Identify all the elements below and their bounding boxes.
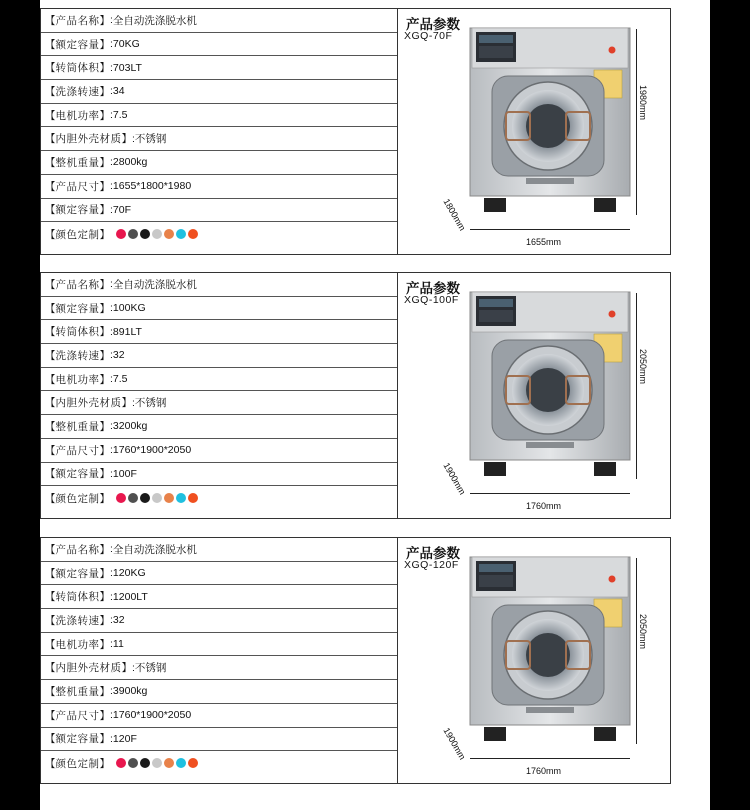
spec-label: 整机重量 [55,420,100,433]
spec-row [41,704,397,728]
spec-value: 120KG [112,567,146,580]
spec-value: 1760*1900*2050 [112,709,192,722]
bracket-open: 【 [45,567,56,580]
product-card [40,272,671,519]
bracket-close: 】 [99,757,110,770]
bracket-close: 】 [99,468,110,481]
bracket-open: 【 [45,156,56,169]
colon: : [110,61,113,74]
color-swatch[interactable] [140,493,150,503]
spec-value: 34 [112,85,125,98]
bracket-close: 】 [121,397,132,410]
width-dimension: 1655mm [526,237,562,247]
spec-value: 不锈钢 [134,662,167,675]
bracket-close: 】 [99,709,110,722]
spec-row [41,297,397,321]
spec-value: 891LT [112,325,142,338]
color-swatch[interactable] [164,493,174,503]
bracket-open: 【 [45,662,56,675]
spec-table [41,538,398,783]
colon: : [110,567,113,580]
spec-table [41,9,398,254]
spec-row [41,609,397,633]
bracket-close: 】 [99,180,110,193]
color-swatch[interactable] [152,229,162,239]
bracket-open: 【 [45,444,56,457]
color-swatch[interactable] [128,758,138,768]
height-dim-line [636,29,637,215]
spec-row [41,33,397,57]
spec-value: 不锈钢 [134,133,167,146]
bracket-open: 【 [45,204,56,217]
bracket-close: 】 [99,349,110,362]
bracket-close: 】 [99,591,110,604]
bracket-open: 【 [45,468,56,481]
bracket-close: 】 [99,302,110,315]
spec-value: 1200LT [112,590,148,603]
colon: : [110,349,113,362]
spec-label: 颜色定制 [55,228,100,241]
washing-machine-image [466,555,634,743]
bracket-open: 【 [45,543,56,556]
bracket-close: 】 [99,373,110,386]
spec-label: 电机功率 [55,109,100,122]
spec-value: 703LT [112,61,142,74]
spec-row [41,538,397,562]
colon: : [110,278,113,291]
spec-row [41,151,397,175]
bracket-close: 】 [99,204,110,217]
spec-row [41,728,397,752]
spec-value: 全自动洗涤脱水机 [112,14,197,27]
spec-label: 产品名称 [55,278,100,291]
colon: : [110,85,113,98]
color-swatch[interactable] [116,758,126,768]
spec-label: 产品尺寸 [55,709,100,722]
spec-row [41,633,397,657]
spec-row [41,127,397,151]
spec-label: 转筒体积 [55,591,100,604]
colon: : [110,14,113,27]
spec-value: 全自动洗涤脱水机 [112,543,197,556]
width-dimension: 1760mm [526,501,562,511]
spec-label: 额定容量 [55,204,100,217]
bracket-open: 【 [45,757,56,770]
bracket-open: 【 [45,14,56,27]
color-swatch[interactable] [188,493,198,503]
product-image-panel [398,9,670,254]
width-dim-line [470,493,630,494]
spec-label: 额定容量 [55,733,100,746]
bracket-open: 【 [45,638,56,651]
bracket-close: 】 [99,62,110,75]
bracket-open: 【 [45,492,56,505]
colon: : [110,614,113,627]
bracket-close: 】 [99,228,110,241]
spec-row [41,175,397,199]
colon: : [110,709,113,722]
spec-value: 不锈钢 [134,397,167,410]
spec-row [41,680,397,704]
spec-label: 电机功率 [55,638,100,651]
spec-value: 全自动洗涤脱水机 [112,278,197,291]
bracket-close: 】 [99,614,110,627]
colon: : [110,638,113,651]
spec-row [41,344,397,368]
color-swatches [116,758,198,768]
spec-label: 额定容量 [55,302,100,315]
spec-label: 洗涤转速 [55,349,100,362]
bracket-close: 】 [99,156,110,169]
bracket-close: 】 [99,85,110,98]
spec-value: 100KG [112,302,146,315]
bracket-open: 【 [45,228,56,241]
spec-value: 7.5 [112,109,128,122]
product-image-panel [398,538,670,783]
bracket-close: 】 [99,444,110,457]
color-swatch[interactable] [128,493,138,503]
spec-label: 内胆外壳材质 [55,662,122,675]
spec-value: 70F [112,203,132,216]
washing-machine-image [466,26,634,214]
spec-value: 1760*1900*2050 [112,444,192,457]
depth-dimension: 1900mm [441,461,468,497]
bracket-open: 【 [45,133,56,146]
color-swatch[interactable] [116,229,126,239]
colon: : [110,590,113,603]
params-title: 产品参数 [406,281,460,296]
height-dimension: 2050mm [638,349,648,385]
color-swatch[interactable] [116,493,126,503]
spec-value: 7.5 [112,373,128,386]
spec-value: 1655*1800*1980 [112,180,192,193]
colon: : [110,38,113,51]
spec-label: 颜色定制 [55,492,100,505]
spec-label: 额定容量 [55,567,100,580]
spec-label: 额定容量 [55,38,100,51]
colon: : [110,685,113,698]
bracket-open: 【 [45,733,56,746]
spec-table [41,273,398,518]
bracket-open: 【 [45,420,56,433]
color-swatch[interactable] [176,493,186,503]
spec-row [41,104,397,128]
colon: : [132,132,135,145]
height-dimension: 1980mm [638,85,648,121]
product-image-panel [398,273,670,518]
washing-machine-image [466,290,634,478]
color-swatch[interactable] [152,493,162,503]
color-swatch[interactable] [128,229,138,239]
bracket-open: 【 [45,38,56,51]
spec-value: 3200kg [112,420,148,433]
color-swatches [116,493,198,503]
bracket-close: 】 [99,638,110,651]
product-card [40,8,671,255]
spec-row [41,56,397,80]
spec-value: 11 [112,638,124,651]
color-swatch[interactable] [164,758,174,768]
spec-label: 内胆外壳材质 [55,397,122,410]
colon: : [110,420,113,433]
spec-label: 整机重量 [55,685,100,698]
color-swatch[interactable] [176,229,186,239]
bracket-close: 】 [99,543,110,556]
color-swatch[interactable] [188,758,198,768]
spec-label: 洗涤转速 [55,85,100,98]
height-dim-line [636,558,637,744]
width-dim-line [470,229,630,230]
bracket-open: 【 [45,591,56,604]
model-number: XGQ-100F [404,294,459,306]
bracket-open: 【 [45,278,56,291]
spec-value: 3900kg [112,685,148,698]
spec-label: 电机功率 [55,373,100,386]
bracket-open: 【 [45,373,56,386]
spec-row [41,391,397,415]
bracket-close: 】 [99,733,110,746]
bracket-close: 】 [99,567,110,580]
bracket-open: 【 [45,397,56,410]
bracket-open: 【 [45,109,56,122]
spec-label: 洗涤转速 [55,614,100,627]
color-swatch[interactable] [164,229,174,239]
width-dim-line [470,758,630,759]
bracket-close: 】 [121,133,132,146]
bracket-close: 】 [99,492,110,505]
bracket-close: 】 [99,38,110,51]
spec-label: 转筒体积 [55,326,100,339]
spec-label: 额定容量 [55,468,100,481]
color-swatch[interactable] [188,229,198,239]
bracket-close: 】 [99,326,110,339]
bracket-open: 【 [45,614,56,627]
spec-label: 产品名称 [55,543,100,556]
colon: : [110,732,113,745]
spec-value: 32 [112,349,125,362]
colon: : [132,396,135,409]
spec-value: 120F [112,732,137,745]
colon: : [110,543,113,556]
params-title: 产品参数 [406,17,460,32]
spec-row [41,273,397,297]
bracket-open: 【 [45,326,56,339]
height-dimension: 2050mm [638,614,648,650]
bracket-open: 【 [45,302,56,315]
colon: : [110,325,113,338]
color-swatch[interactable] [152,758,162,768]
colon: : [110,302,113,315]
height-dim-line [636,293,637,479]
spec-row [41,562,397,586]
depth-dimension: 1800mm [441,197,468,233]
bracket-open: 【 [45,180,56,193]
bracket-open: 【 [45,709,56,722]
spec-row [41,463,397,487]
spec-row [41,368,397,392]
spec-value: 100F [112,467,137,480]
bracket-open: 【 [45,349,56,362]
color-swatch[interactable] [140,758,150,768]
spec-label: 内胆外壳材质 [55,133,122,146]
spec-row [41,751,397,775]
spec-label: 转筒体积 [55,62,100,75]
bracket-close: 】 [99,420,110,433]
spec-row [41,486,397,510]
colon: : [110,180,113,193]
bracket-close: 】 [99,278,110,291]
spec-label: 产品尺寸 [55,444,100,457]
spec-value: 32 [112,614,125,627]
colon: : [110,109,113,122]
color-swatch[interactable] [176,758,186,768]
spec-row [41,320,397,344]
spec-label: 整机重量 [55,156,100,169]
product-card [40,537,671,784]
color-swatches [116,229,198,239]
spec-row [41,656,397,680]
spec-row [41,199,397,223]
spec-label: 产品名称 [55,14,100,27]
colon: : [110,467,113,480]
colon: : [132,661,135,674]
spec-value: 70KG [112,38,140,51]
model-number: XGQ-120F [404,559,459,571]
spec-label: 产品尺寸 [55,180,100,193]
bracket-close: 】 [99,109,110,122]
colon: : [110,156,113,169]
bracket-close: 】 [121,662,132,675]
bracket-open: 【 [45,62,56,75]
bracket-open: 【 [45,685,56,698]
params-title: 产品参数 [406,546,460,561]
colon: : [110,444,113,457]
colon: : [110,373,113,386]
model-number: XGQ-70F [404,30,453,42]
spec-row [41,222,397,246]
colon: : [110,203,113,216]
spec-row [41,585,397,609]
spec-value: 2800kg [112,156,148,169]
bracket-close: 】 [99,685,110,698]
depth-dimension: 1900mm [441,726,468,762]
spec-row [41,9,397,33]
spec-row [41,439,397,463]
spec-label: 颜色定制 [55,757,100,770]
bracket-open: 【 [45,85,56,98]
width-dimension: 1760mm [526,766,562,776]
bracket-close: 】 [99,14,110,27]
spec-row [41,415,397,439]
color-swatch[interactable] [140,229,150,239]
spec-row [41,80,397,104]
